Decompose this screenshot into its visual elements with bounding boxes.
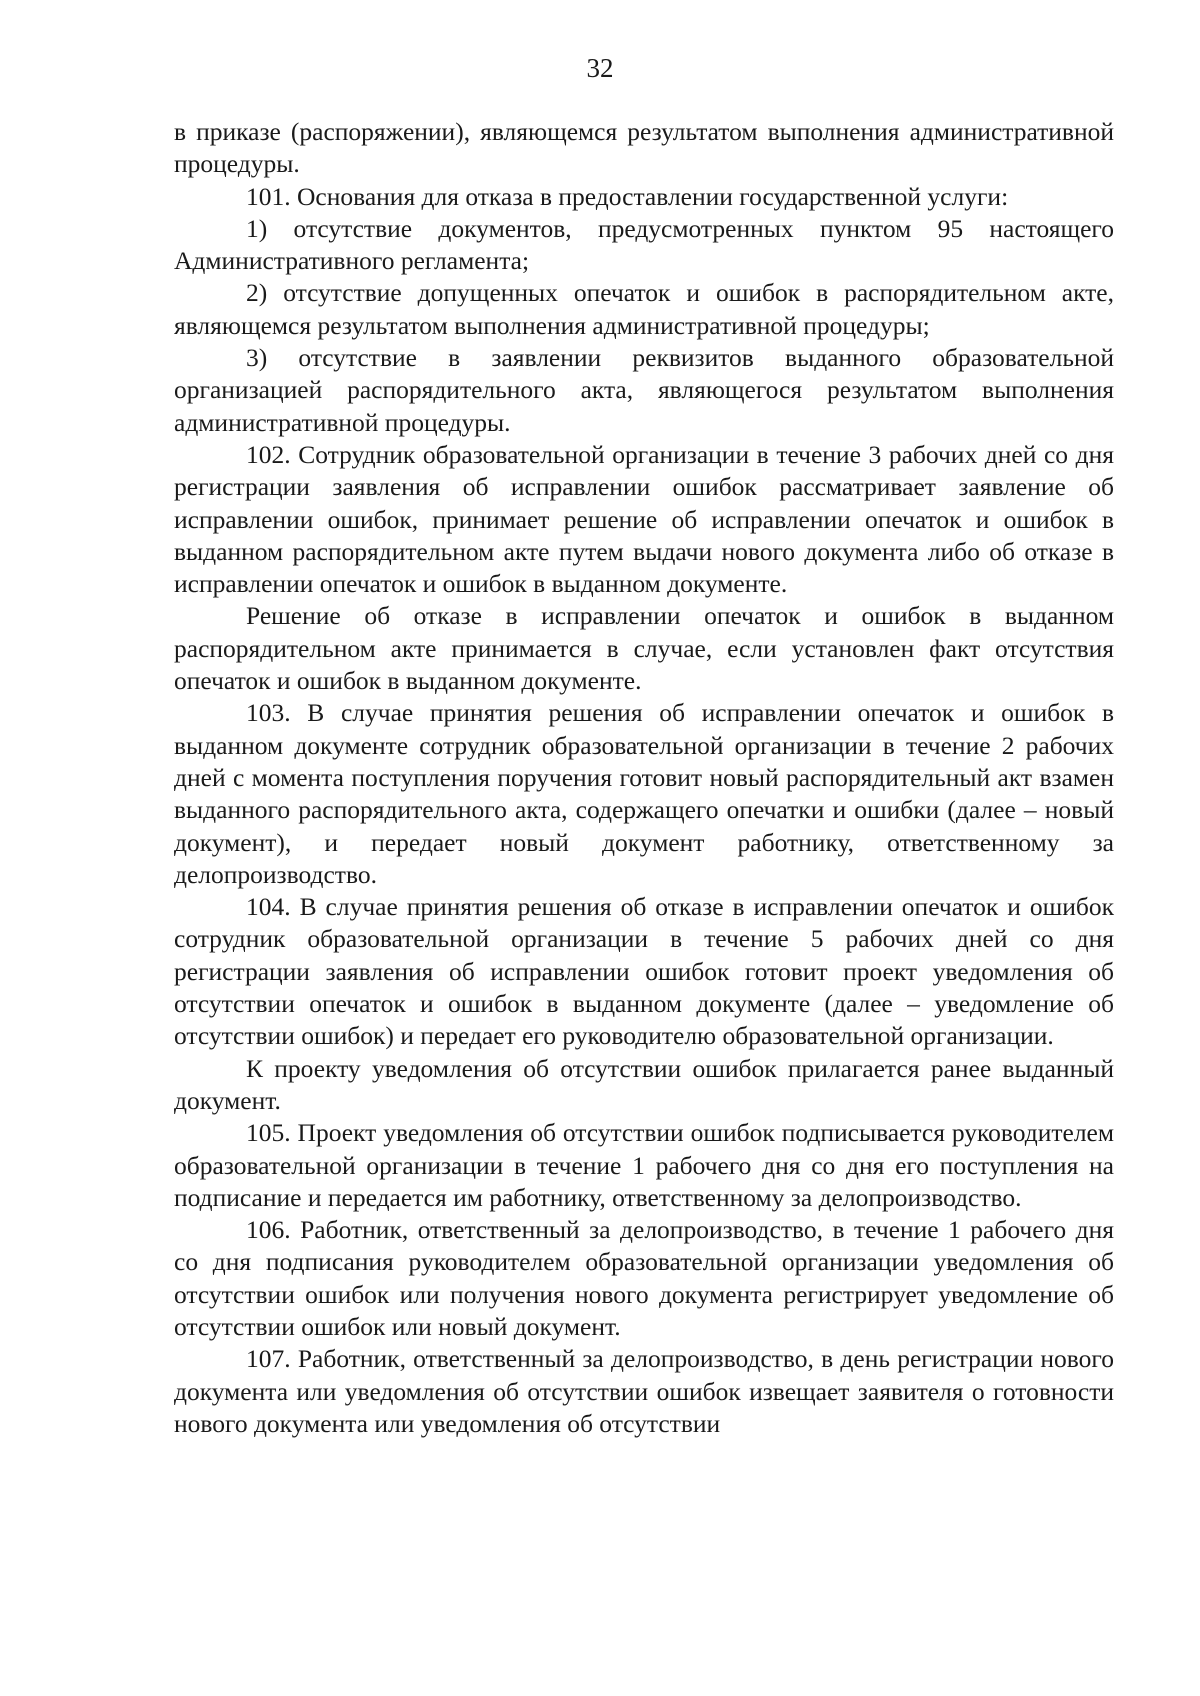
paragraph-continuation: в приказе (распоряжении), являющемся результатом выполнения административной процедуры. xyxy=(174,117,1114,179)
paragraph-102-refusal: Решение об отказе в исправлении опечаток и ошибок в выданном распорядительном акте принимается в случае, если установлен факт отсутствия опечаток и ошибок в выданном документе. xyxy=(174,601,1114,696)
list-item-2: 2) отсутствие допущенных опечаток и ошибок в распорядительном акте, являющемся результатом выполнения административной процедуры; xyxy=(174,278,1114,340)
paragraph-106: 106. Работник, ответственный за делопроизводство, в течение 1 рабочего дня со дня подписания руководителем образовательной организации уведомления об отсутствии ошибок или получения нового документа регистрирует уведомление об отсутствии ошибок или новый документ. xyxy=(174,1215,1114,1341)
paragraph-101: 101. Основания для отказа в предоставлении государственной услуги: xyxy=(246,181,1009,211)
list-item-3: 3) отсутствие в заявлении реквизитов выданного образовательной организацией распорядительного акта, являющегося результатом выполнения административной процедуры. xyxy=(174,343,1114,437)
page-number: 32 xyxy=(586,53,614,83)
paragraph-104-attachment: К проекту уведомления об отсутствии ошибок прилагается ранее выданный документ. xyxy=(174,1053,1114,1115)
paragraph-102: 102. Сотрудник образовательной организации в течение 3 рабочих дней со дня регистрации заявления об исправлении ошибок рассматривает заявление об исправлении ошибок, принимает решение об исправлении опечаток и ошибок в выданном распорядительном акте путем выдачи нового документа либо об отказе в исправлении опечаток и ошибок в выданном документе. xyxy=(174,439,1114,599)
paragraph-107: 107. Работник, ответственный за делопроизводство, в день регистрации нового документа или уведомления об отсутствии ошибок извещает заявителя о готовности нового документа или уведомления об отсутствии xyxy=(174,1344,1114,1438)
list-item-1: 1) отсутствие документов, предусмотренных пунктом 95 настоящего Административного регламента; xyxy=(174,213,1114,276)
document-body xyxy=(174,116,1114,1440)
paragraph-103: 103. В случае принятия решения об исправлении опечаток и ошибок в выданном документе сотрудник образовательной организации в течение 2 рабочих дней с момента поступления поручения готовит новый распорядительный акт взамен выданного распорядительного акта, содержащего опечатки и ошибки (далее – новый документ), и передает новый документ работнику, ответственному за делопроизводство. xyxy=(174,698,1114,889)
paragraph-104: 104. В случае принятия решения об отказе в исправлении опечаток и ошибок сотрудник образовательной организации в течение 5 рабочих дней со дня регистрации заявления об исправлении ошибок готовит проект уведомления об отсутствии опечаток и ошибок в выданном документе (далее – уведомление об отсутствии ошибок) и передает его руководителю образовательной организации. xyxy=(174,892,1114,1051)
paragraph-105: 105. Проект уведомления об отсутствии ошибок подписывается руководителем образовательной организации в течение 1 рабочего дня со дня его поступления на подписание и передается им работнику, ответственному за делопроизводство. xyxy=(174,1118,1114,1212)
